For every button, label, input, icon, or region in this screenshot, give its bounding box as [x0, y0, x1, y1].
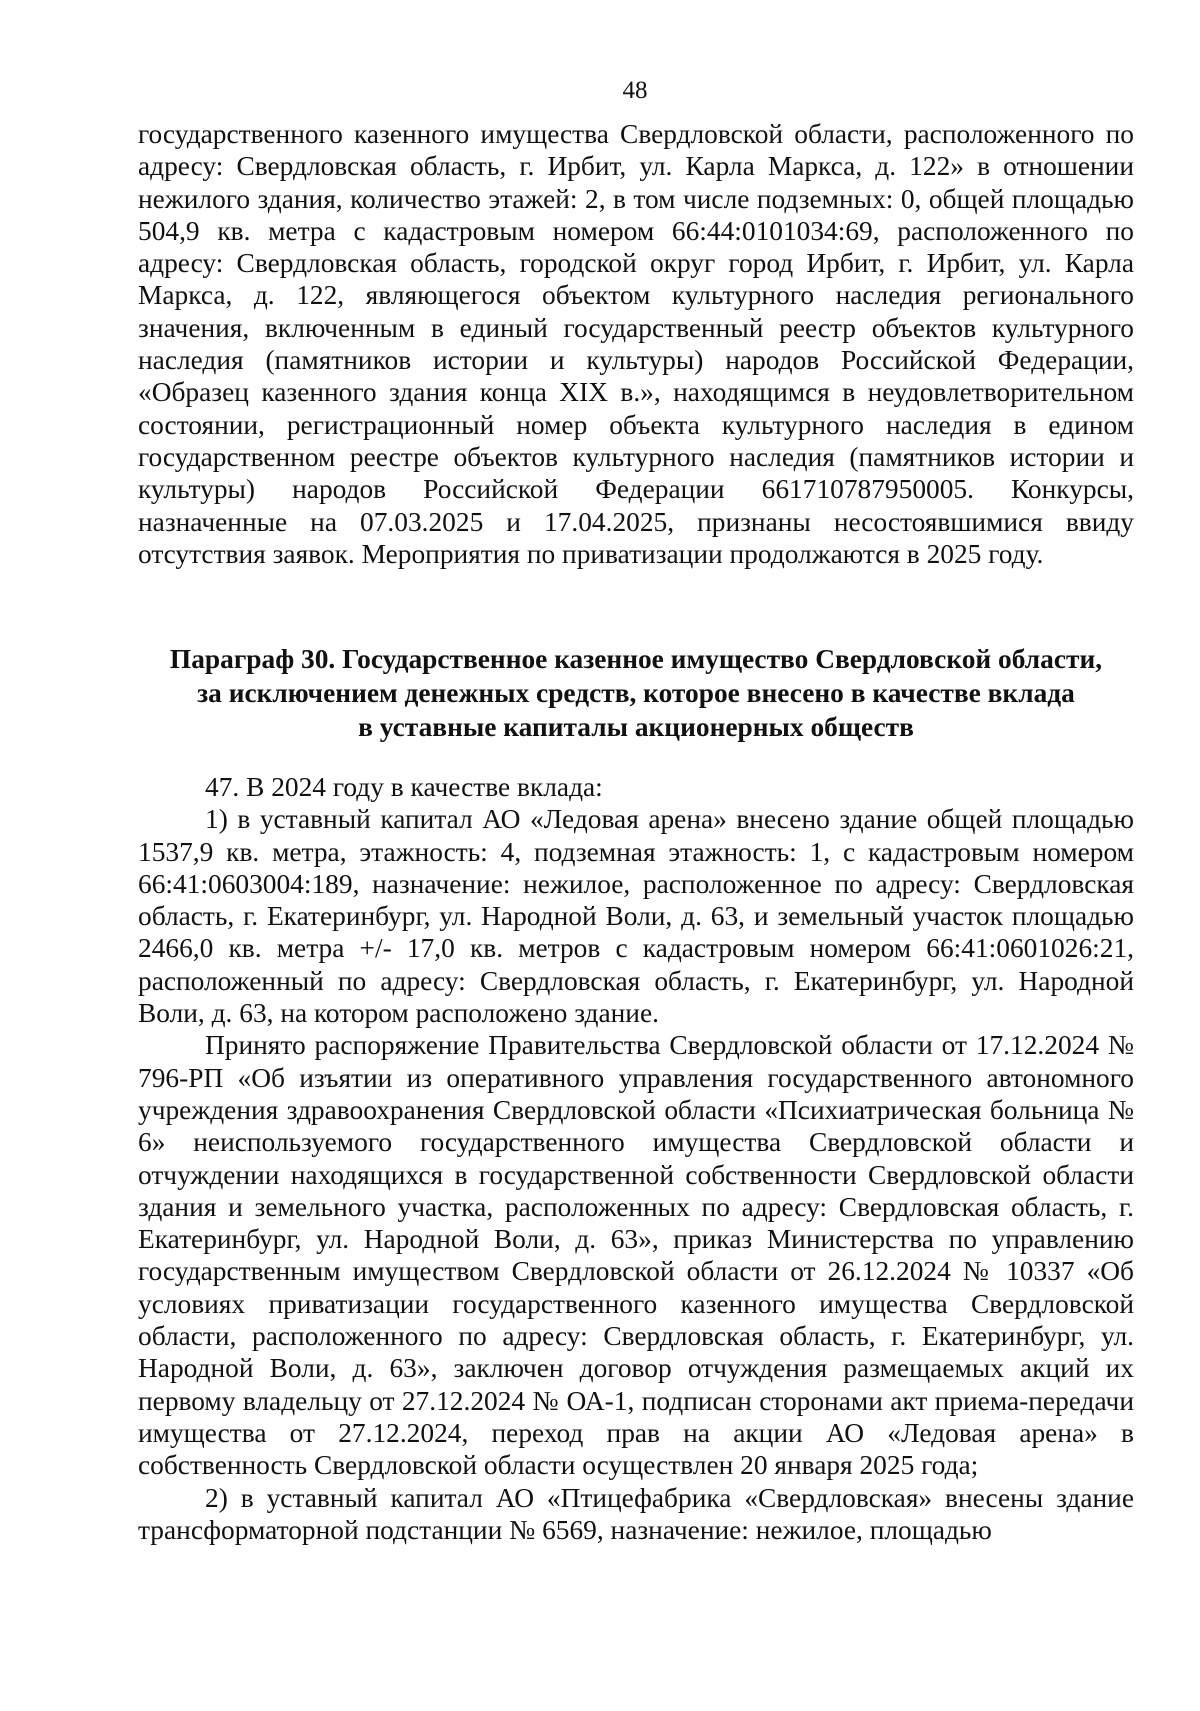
page-number: 48 — [622, 77, 648, 104]
item-47-intro: 47. В 2024 году в качестве вклада: — [205, 772, 603, 802]
item-47-subitem-2: 2) в уставный капитал АО «Птицефабрика «Свердловская» внесены здание трансформаторной подстанции № 6569, назначение: нежилое, площадью — [138, 1482, 1134, 1545]
intro-paragraph: государственного казенного имущества Свердловской области, расположенного по адресу: Свердловская область, г. Ирбит, ул. Карла Маркса, д. 122» в отношении нежилого здания, количество этажей: 2, в том числе подземных: 0, общей площадью 504,9 кв. метра с кадастровым номером 66:44:0101034:69, расположенного по адресу: Свердловская область, городской округ город Ирбит, г. Ирбит, ул. Карла Маркса, д. 122, являющегося объектом культурного наследия регионального значения, включенным в единый государственный реестр объектов культурного наследия (памятников истории и культуры) народов Российской Федерации, «Образец казенного здания конца XIX в.», находящимся в неудовлетворительном состоянии, регистрационный номер объекта культурного наследия в едином государственном реестре объектов культурного наследия (памятников истории и культуры) народов Российской Федерации 661710787950005. Конкурсы, назначенные на 07.03.2025 и 17.04.2025, признаны несостоявшимися ввиду отсутствия заявок. Мероприятия по приватизации продолжаются в 2025 году. — [138, 119, 1134, 569]
section-heading-line-2: за исключением денежных средств, которое внесено в качестве вклада — [197, 678, 1075, 708]
section-heading-line-3: в уставные капиталы акционерных обществ — [358, 712, 914, 742]
intro-text-block — [138, 118, 1134, 570]
order-paragraph: Принято распоряжение Правительства Свердловской области от 17.12.2024 № 796-РП «Об изъятии из оперативного управления государственного автономного учреждения здравоохранения Свердловской области «Психиатрическая больница № 6» неиспользуемого государственного имущества Свердловской области и отчуждении находящихся в государственной собственности Свердловской области здания и земельного участка, расположенных по адресу: Свердловская область, г. Екатеринбург, ул. Народной Воли, д. 63», приказ Министерства по управлению государственным имуществом Свердловской области от 26.12.2024 № 10337 «Об условиях приватизации государственного казенного имущества Свердловской области, расположенного по адресу: Свердловская область, г. Екатеринбург, ул. Народной Воли, д. 63», заключен договор отчуждения размещаемых акций их первому владельцу от 27.12.2024 № ОА-1, подписан сторонами акт приема-передачи имущества от 27.12.2024, переход прав на акции АО «Ледовая арена» в собственность Свердловской области осуществлен 20 января 2025 года; — [138, 1030, 1134, 1481]
body-text-block — [138, 771, 1134, 1546]
section-heading — [138, 642, 1134, 744]
section-heading-line-1: Параграф 30. Государственное казенное имущество Свердловской области, — [169, 644, 1103, 674]
item-47-subitem-1: 1) в уставный капитал АО «Ледовая арена» внесено здание общей площадью 1537,9 кв. метра, этажность: 4, подземная этажность: 1, с кадастровым номером 66:41:0603004:189, назначение: нежилое, расположенное по адресу: Свердловская область, г. Екатеринбург, ул. Народной Воли, д. 63, и земельный участок площадью 2466,0 кв. метра +/- 17,0 кв. метров с кадастровым номером 66:41:0601026:21, расположенный по адресу: Свердловская область, г. Екатеринбург, ул. Народной Воли, д. 63, на котором расположено здание. — [138, 804, 1134, 1029]
